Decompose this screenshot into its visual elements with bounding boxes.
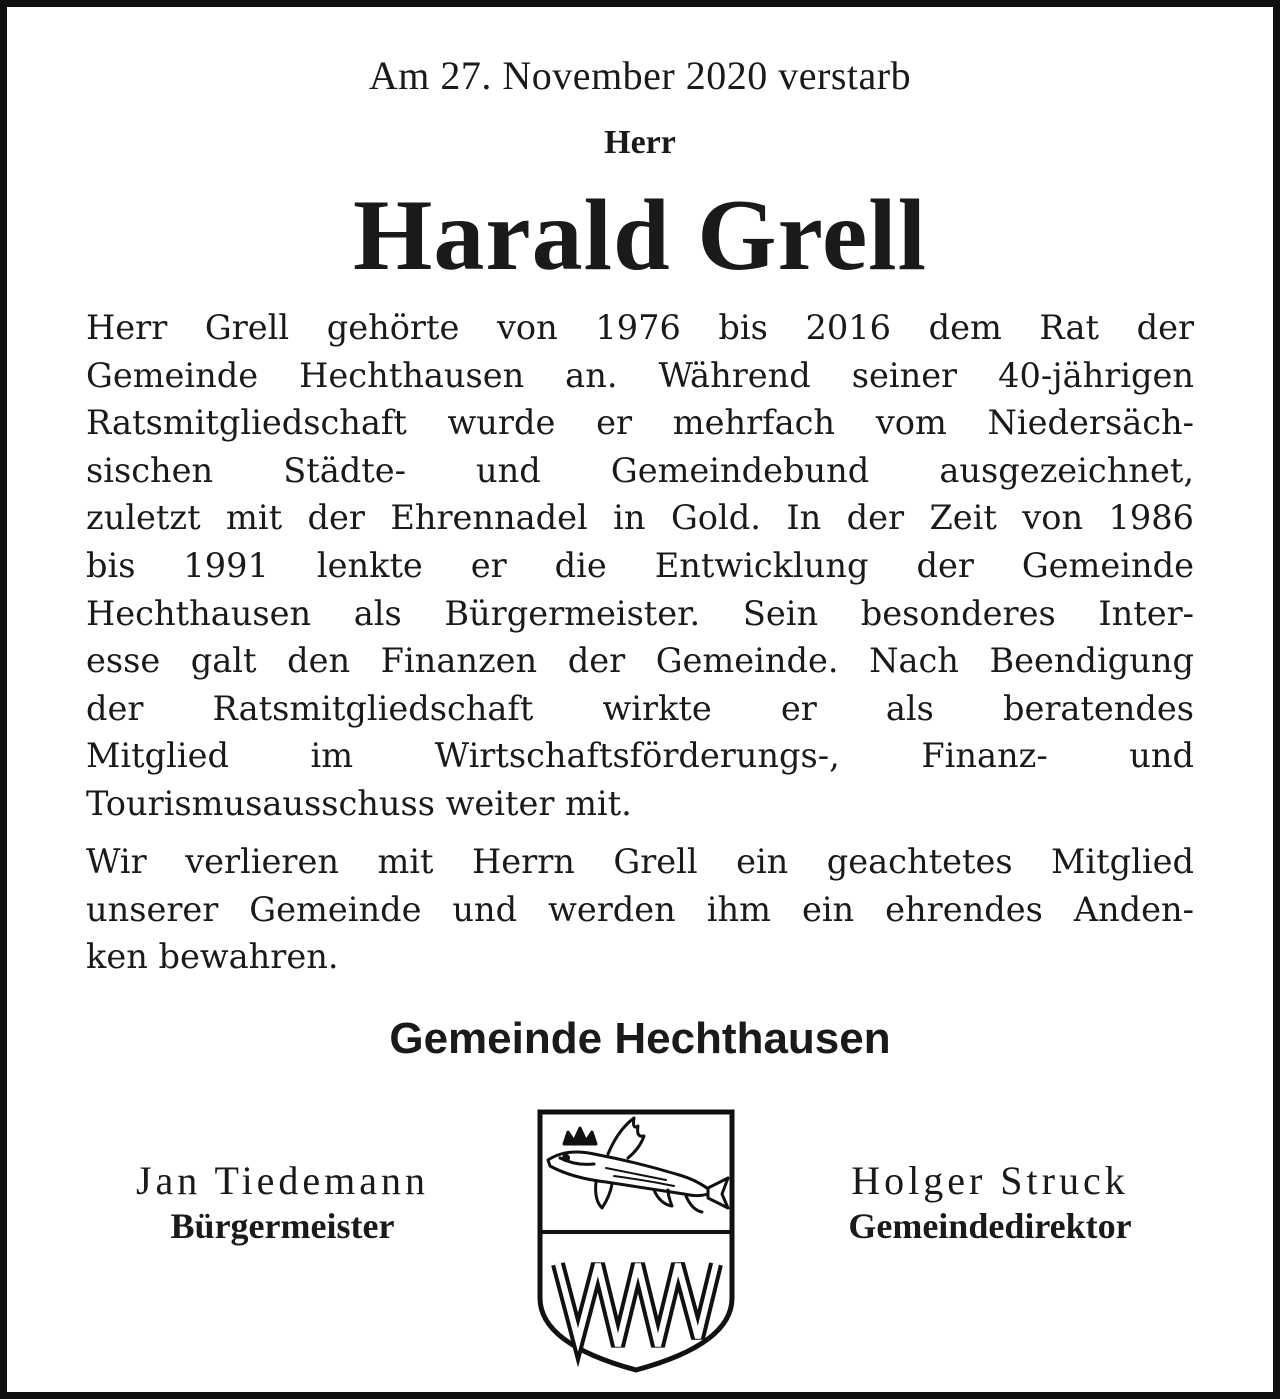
salutation: Herr (604, 124, 676, 161)
paragraph-line: bis 1991 lenkte er die Entwicklung der Gemeinde (86, 545, 1194, 585)
paragraph-line: zuletzt mit der Ehrennadel in Gold. In der Zeit von 1986 (86, 498, 1194, 538)
paragraph-line: ken bewahren. (86, 937, 339, 977)
signatory-role: Bürgermeister (170, 1206, 395, 1246)
signatory-role: Gemeindedirektor (848, 1206, 1132, 1246)
signature-director (790, 1158, 1190, 1248)
signatory-name: Jan Tiedemann (135, 1158, 430, 1203)
intro-line: Am 27. November 2020 verstarb (368, 53, 912, 98)
paragraph-line: Mitglied im Wirtschaftsförderungs-, Finanz- und (86, 736, 1194, 776)
paragraph-line: Gemeinde Hechthausen an. Während seiner 40-jährigen (86, 355, 1194, 395)
signature-mayor (80, 1158, 485, 1248)
deceased-name: Harald Grell (353, 179, 927, 292)
biography-paragraph (86, 304, 1194, 828)
paragraph-line: esse galt den Finanzen der Gemeinde. Nach Beendigung (86, 641, 1194, 681)
paragraph-line: Hechthausen als Bürgermeister. Sein besonderes Inter- (86, 593, 1194, 633)
signatory-name: Holger Struck (851, 1158, 1129, 1203)
paragraph-line: Herr Grell gehörte von 1976 bis 2016 dem Rat der (86, 308, 1194, 347)
paragraph-line: unserer Gemeinde und werden ihm ein ehrendes Anden- (86, 889, 1194, 929)
paragraph-line: der Ratsmitgliedschaft wirkte er als beratendes (86, 688, 1194, 728)
paragraph-line: Wir verlieren mit Herrn Grell ein geachtetes Mitglied (86, 842, 1194, 881)
condolence-paragraph (86, 838, 1194, 981)
paragraph-line: sischen Städte- und Gemeindebund ausgezeichnet, (86, 450, 1194, 490)
organization-name: Gemeinde Hechthausen (389, 1014, 891, 1063)
coat-of-arms-icon (536, 1108, 736, 1374)
paragraph-line: Ratsmitgliedschaft wurde er mehrfach vom Niedersäch- (86, 403, 1194, 443)
paragraph-line: Tourismusausschuss weiter mit. (86, 783, 632, 823)
